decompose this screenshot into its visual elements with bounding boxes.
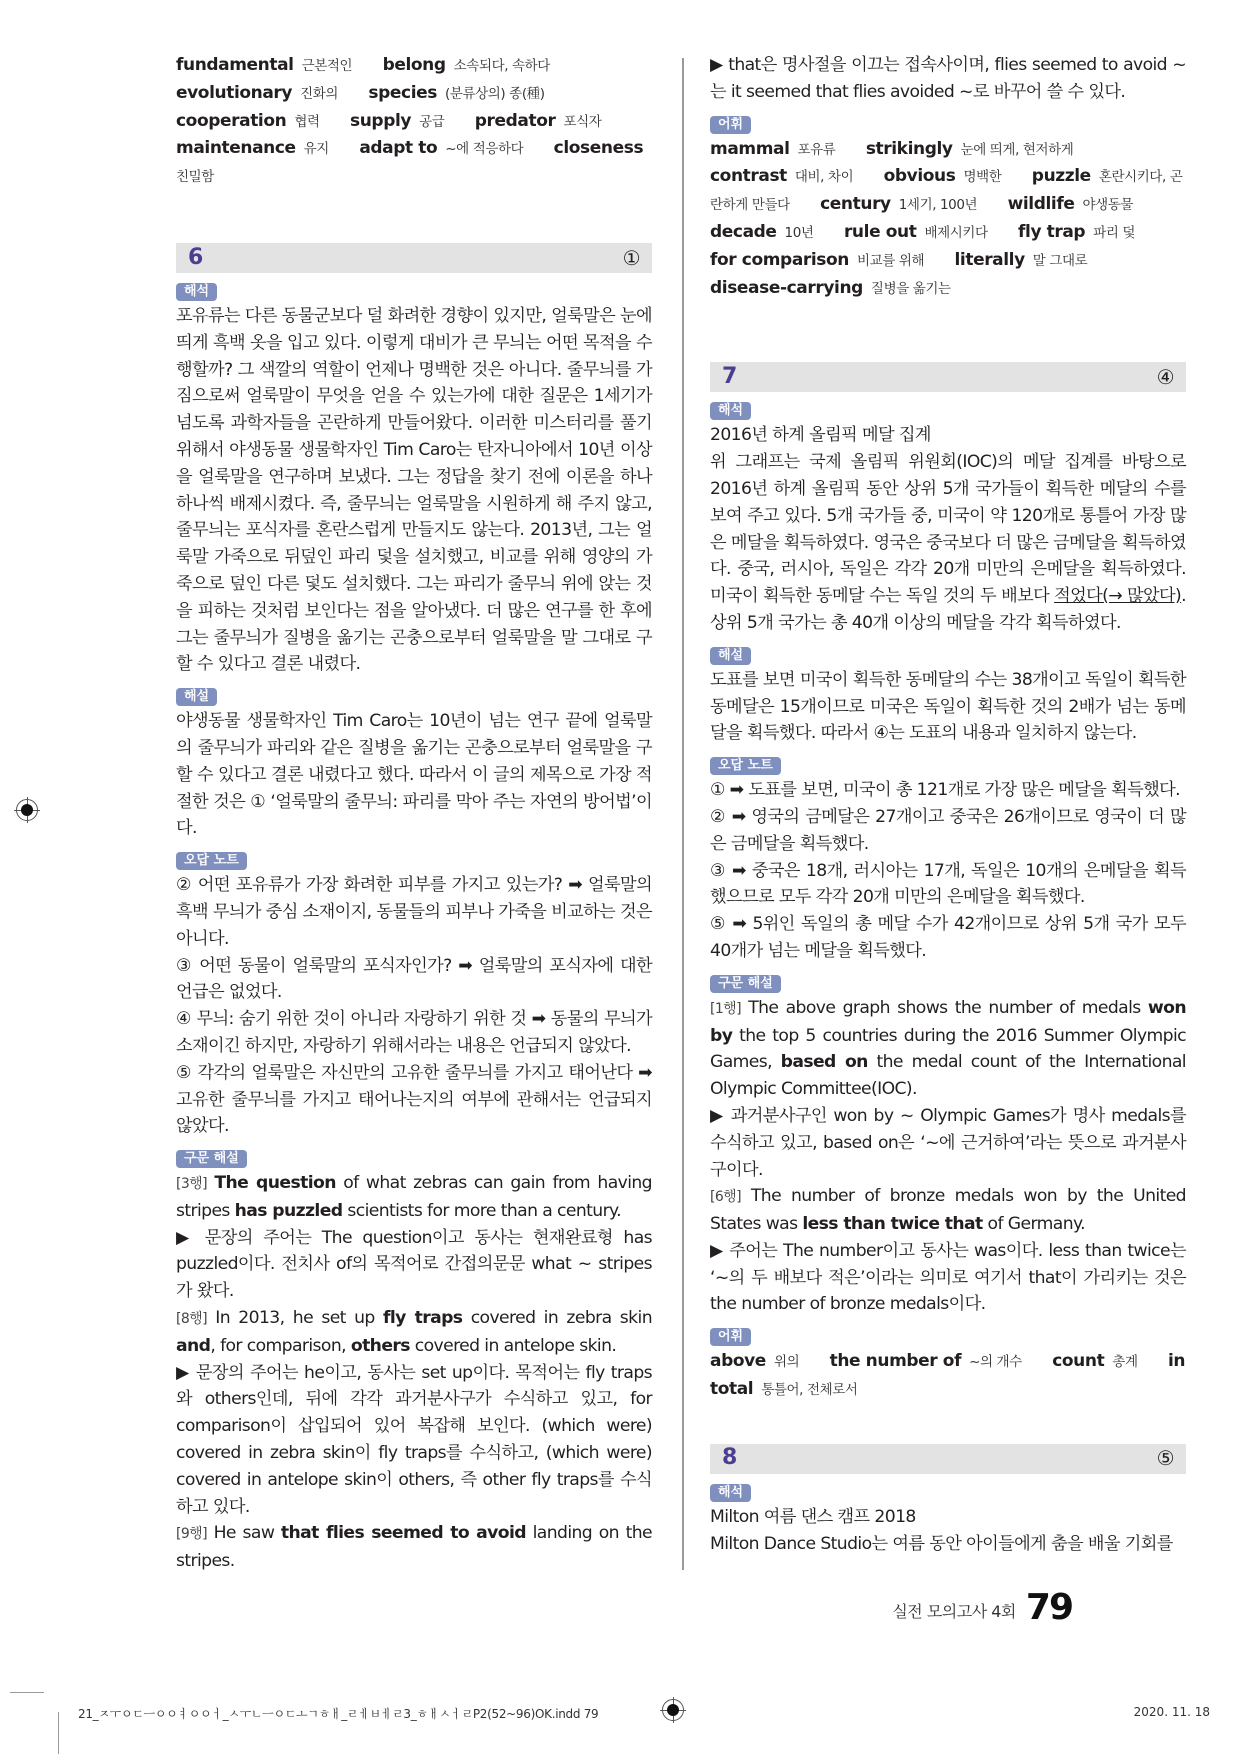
vocab-word: disease-carrying bbox=[710, 277, 863, 298]
vocab-meaning: 공급 bbox=[419, 113, 445, 130]
explanation-text: 도표를 보면 미국이 획득한 동메달의 수는 38개이고 독일이 획득한 동메달은 15개이므로 미국은 독일이 획득한 것의 2배가 넘는 동메달을 획득했다. 따라서 ④는 도표의 내용과 일치하지 않는다. bbox=[710, 669, 1186, 744]
text: landing on the stripes. bbox=[176, 1523, 653, 1572]
vocab-meaning: 소속되다, 속하다 bbox=[453, 58, 550, 74]
text: In 2013, he set up bbox=[206, 1308, 383, 1329]
vocab-word: rule out bbox=[843, 221, 917, 242]
bold-phrase: has puzzled bbox=[234, 1200, 343, 1221]
vocab-meaning: 근본적인 bbox=[301, 58, 353, 74]
vocab-tag: 어휘 bbox=[710, 1328, 751, 1346]
vocab-word: strikingly bbox=[865, 138, 953, 159]
syntax-note: ▶ 과거분사구인 won by ~ Olympic Games가 명사 medals를 수식하고 있고, based on은 ‘~에 근거하여’라는 뜻으로 과거분사구이다. bbox=[710, 1105, 1186, 1180]
column-divider bbox=[682, 58, 684, 1570]
question-6-header bbox=[176, 243, 652, 273]
vocab-meaning: 대비, 차이 bbox=[794, 169, 854, 186]
syntax-tag: 구문 해설 bbox=[710, 975, 781, 993]
syntax-tag: 구문 해설 bbox=[176, 1150, 247, 1168]
explanation-tag: 해설 bbox=[710, 647, 751, 665]
syntax-note: ▶ 주어는 The number이고 동사는 was이다. less than twice는 ‘~의 두 배보다 적은’이라는 의미로 여기서 that이 가리키는 것은 the number of bronze medals이다. bbox=[710, 1240, 1186, 1315]
vocab-meaning: 진화의 bbox=[300, 85, 339, 102]
syntax-sentence-2 bbox=[710, 1183, 1186, 1238]
vocab-meaning: 통틀어, 전체로서 bbox=[761, 1382, 858, 1399]
bold-phrase: and bbox=[176, 1335, 211, 1356]
vocab-word: cooperation bbox=[176, 110, 287, 131]
wrong-note-tag: 오답 노트 bbox=[710, 757, 781, 775]
vocab-list-q7 bbox=[710, 1348, 1186, 1404]
vocab-meaning: 총계 bbox=[1112, 1354, 1138, 1371]
vocab-word: literally bbox=[954, 249, 1025, 270]
text: scientists for more than a century. bbox=[342, 1200, 622, 1221]
vocab-word: century bbox=[820, 194, 891, 215]
text: covered in zebra skin bbox=[462, 1308, 652, 1329]
vocab-word: maintenance bbox=[176, 138, 296, 159]
vocab-meaning: 10년 bbox=[784, 224, 814, 241]
line-ref: [9행] bbox=[176, 1526, 207, 1543]
translation-tag: 해석 bbox=[710, 1484, 751, 1502]
vocab-meaning: 포식자 bbox=[563, 113, 602, 130]
print-slug bbox=[78, 1705, 598, 1722]
wrong-note-item: ③ ➡ 중국은 18개, 러시아는 17개, 독일은 10개의 은메달을 획득했으므로 모두 각각 20개 미만의 은메달을 획득했다. bbox=[710, 860, 1186, 908]
text: of what zebras can gain from having stripes bbox=[176, 1173, 652, 1221]
vocab-word: for comparison bbox=[710, 249, 849, 270]
line-ref: [8행] bbox=[176, 1311, 207, 1328]
vocab-word: in total bbox=[710, 1351, 1186, 1400]
crop-mark bbox=[58, 1712, 59, 1754]
wrong-note-item: ② 어떤 포유류가 가장 화려한 피부를 가지고 있는가? ➡ 얼룩말의 흑백 무늬가 중심 소재이지, 동물들의 피부나 가죽을 비교하는 것은 아니다. bbox=[176, 875, 652, 949]
vocab-word: puzzle bbox=[1031, 166, 1091, 187]
text: The number of bronze medals won by the United States was bbox=[710, 1186, 1186, 1235]
section-label: 실전 모의고사 4회 bbox=[892, 1602, 1016, 1621]
explanation-text: 야생동물 생물학자인 Tim Caro는 10년이 넘는 연구 끝에 얼룩말의 줄무늬가 파리와 같은 질병을 옮기는 곤충으로부터 얼룩말을 구할 수 있다고 결론 내렸다고 했다. 따라서 이 글의 제목으로 가장 적절한 것은 ① ‘얼룩말의 줄무늬: 파리를 막아 주는 자연의 방어법’이다. bbox=[176, 711, 652, 839]
vocab-meaning: ~에 적응하다 bbox=[445, 141, 524, 158]
vocab-word: mammal bbox=[710, 138, 790, 159]
vocab-word: adapt to bbox=[359, 138, 438, 159]
print-date: 2020. 11. 18 bbox=[1133, 1705, 1210, 1719]
line-ref: [1행] bbox=[710, 1000, 741, 1017]
answer-marker: ① bbox=[622, 245, 640, 270]
wrong-note-tag: 오답 노트 bbox=[176, 852, 247, 870]
question-7-header bbox=[710, 362, 1186, 392]
vocab-word: obvious bbox=[883, 166, 956, 187]
bold-phrase: fly traps bbox=[383, 1308, 463, 1329]
registration-mark-icon bbox=[14, 797, 40, 823]
registration-mark-icon bbox=[660, 1697, 686, 1723]
vocab-meaning: 혼란시키다, 곤란하게 만들다 bbox=[710, 169, 1183, 214]
vocab-word: contrast bbox=[710, 166, 787, 187]
bold-phrase: The question bbox=[214, 1173, 336, 1194]
text: 위 그래프는 국제 올림픽 위원회(IOC)의 메달 집계를 바탕으로 2016년 하계 올림픽 동안 상위 5개 국가들이 획득한 메달의 수를 보여 주고 있다. 5개 국가들 중, 미국이 약 120개로 통틀어 가장 많은 메달을 획득하였다. 영국은 중국보다 더 많은 금메달을 획득하였다. 중국, 러시아, 독일은 각각 20개 미만의 은메달을 획득하였다. 미국이 획득한 동메달 수는 독일 것의 두 배보다 bbox=[710, 452, 1186, 607]
vocab-meaning: 배제시키다 bbox=[924, 224, 988, 241]
vocab-meaning: 말 그대로 bbox=[1032, 252, 1088, 269]
vocab-tag: 어휘 bbox=[710, 116, 751, 134]
syntax-note: ▶ 문장의 주어는 he이고, 동사는 set up이다. 목적어는 fly traps와 others인데, 뒤에 각각 과거분사구가 수식하고 있고, for comparison이 삽입되어 있어 복잡해 보인다. (which were) covered in zebra skin이 fly traps를 수식하고, (which were) covered in antelope skin이 others, 즉 other fly traps를 수식하고 있다. bbox=[176, 1362, 652, 1517]
vocab-list-q6 bbox=[710, 136, 1186, 303]
question-8-header bbox=[710, 1444, 1186, 1474]
answer-marker: ④ bbox=[1156, 364, 1174, 389]
vocab-meaning: 위의 bbox=[773, 1354, 800, 1371]
translation-tag: 해석 bbox=[710, 402, 751, 420]
vocab-list-top bbox=[176, 52, 652, 191]
translation-text: Milton Dance Studio는 여름 동안 아이들에게 춤을 배울 기회를 bbox=[710, 1533, 1173, 1554]
vocab-word: decade bbox=[710, 221, 777, 242]
bold-phrase: less than twice that bbox=[802, 1214, 983, 1235]
bold-phrase: won by bbox=[710, 997, 1186, 1046]
vocab-word: the number of bbox=[829, 1351, 962, 1372]
question-number: 7 bbox=[722, 363, 737, 389]
left-column bbox=[176, 52, 652, 1575]
vocab-meaning: 협력 bbox=[294, 113, 320, 130]
text: of Germany. bbox=[982, 1214, 1085, 1235]
text: the medal count of the International Olympic Committee(IOC). bbox=[710, 1052, 1186, 1100]
explanation-tag: 해설 bbox=[176, 688, 217, 706]
wrong-note-item: ③ 어떤 동물이 얼룩말의 포식자인가? ➡ 얼룩말의 포식자에 대한 언급은 없었다. bbox=[176, 955, 652, 1003]
text: the top 5 countries during the 2016 Summer Olympic Games, bbox=[710, 1025, 1186, 1073]
text: The above graph shows the number of medals bbox=[740, 997, 1148, 1018]
text: covered in antelope skin. bbox=[409, 1335, 617, 1356]
crop-mark bbox=[10, 1692, 44, 1693]
vocab-meaning: 포유류 bbox=[797, 141, 836, 158]
text: He saw bbox=[206, 1523, 281, 1544]
bold-phrase: based on bbox=[780, 1052, 868, 1073]
wrong-note-item: ④ 무늬: 숨기 위한 것이 아니라 자랑하기 위한 것 ➡ 동물의 무늬가 소재이긴 하지만, 자랑하기 위해서라는 내용은 언급되지 않았다. bbox=[176, 1009, 652, 1056]
underlined-phrase: 적었다(→ 많았다) bbox=[1054, 586, 1182, 607]
vocab-word: supply bbox=[350, 110, 412, 131]
line-ref: [6행] bbox=[710, 1189, 741, 1206]
translation-tag: 해석 bbox=[176, 283, 217, 301]
answer-marker: ⑤ bbox=[1156, 1446, 1174, 1471]
vocab-meaning: 파리 덫 bbox=[1093, 224, 1136, 241]
syntax-sentence-1 bbox=[176, 1170, 652, 1225]
vocab-meaning: 명백한 bbox=[963, 169, 1002, 186]
page-footer bbox=[892, 1587, 1072, 1628]
slug-text: 21_ㅈㅜㅇㄷㅡㅇㅇㅕㅇㅇㅓ_ㅅㅜㄴㅡㅇㄷㅗㄱㅎㅐ_ㄹㅔㅂㅔㄹ3_ㅎㅐㅅㅓㄹP2(52~96)OK.indd 79 bbox=[78, 1707, 599, 1721]
vocab-meaning: ~의 개수 bbox=[969, 1354, 1022, 1371]
line-ref: [3행] bbox=[176, 1176, 207, 1193]
vocab-meaning: 유지 bbox=[303, 141, 329, 158]
vocab-word: count bbox=[1052, 1351, 1105, 1372]
syntax-sentence-3 bbox=[176, 1520, 652, 1575]
vocab-word: species bbox=[368, 82, 437, 103]
translation-text: 포유류는 다른 동물군보다 덜 화려한 경향이 있지만, 얼룩말은 눈에 띄게 흑백 옷을 입고 있다. 이렇게 대비가 큰 무늬는 어떤 목적을 수행할까? 그 색깔의 역할이 언제나 명백한 것은 아니다. 줄무늬를 가짐으로써 얼룩말이 무엇을 얻을 수 있는가에 대한 질문은 1세기가 넘도록 과학자들을 곤란하게 만들어왔다. 이러한 미스터리를 풀기 위해서 야생동물 생물학자인 Tim Caro는 탄자니아에서 10년 이상을 얼룩말을 연구하며 보냈다. 그는 정답을 찾기 전에 이론을 하나 하나씩 배제시켰다. 즉, 줄무늬는 얼룩말을 시원하게 해 주지 않고, 줄무늬는 포식자를 혼란스럽게 만들지도 않는다. 2013년, 그는 얼룩말 가죽으로 뒤덮인 파리 덫을 설치했고, 비교를 위해 영양의 가죽으로 덮인 다른 덫도 설치했다. 그는 파리가 줄무늬 위에 앉는 것을 피하는 것처럼 보인다는 점을 알아냈다. 더 많은 연구를 한 후에 그는 줄무늬가 질병을 옮기는 곤충으로부터 얼룩말을 말 그대로 구할 수 있다고 결론 내렸다. bbox=[176, 305, 652, 675]
vocab-meaning: 1세기, 100년 bbox=[898, 197, 978, 214]
right-column bbox=[710, 52, 1186, 1557]
vocab-meaning: 질병을 옮기는 bbox=[870, 280, 951, 297]
translation-title: Milton 여름 댄스 캠프 2018 bbox=[710, 1506, 916, 1527]
vocab-word: above bbox=[710, 1351, 766, 1372]
syntax-sentence-2 bbox=[176, 1305, 652, 1360]
wrong-note-item: ⑤ ➡ 5위인 독일의 총 메달 수가 42개이므로 상위 5개 국가 모두 40개가 넘는 메달을 획득했다. bbox=[710, 914, 1186, 961]
text: , for comparison, bbox=[210, 1335, 351, 1356]
page-number: 79 bbox=[1025, 1587, 1072, 1628]
bold-phrase: others bbox=[350, 1335, 410, 1356]
question-number: 6 bbox=[188, 244, 203, 270]
vocab-meaning: 친밀함 bbox=[176, 169, 214, 186]
vocab-meaning: (분류상의) 종(種) bbox=[444, 85, 545, 102]
vocab-word: fundamental bbox=[176, 55, 294, 75]
syntax-note: ▶ that은 명사절을 이끄는 접속사이며, flies seemed to avoid ~는 it seemed that flies avoided ~로 바꾸어 쓸 수 있다. bbox=[710, 55, 1186, 102]
vocab-word: closeness bbox=[553, 138, 644, 159]
text: . 상위 5개 국가는 총 40개 이상의 메달을 각각 획득하였다. bbox=[710, 586, 1187, 633]
wrong-note-item: ⑤ 각각의 얼룩말은 자신만의 고유한 줄무늬를 가지고 태어난다 ➡ 고유한 줄무늬를 가지고 태어나는지의 여부에 관해서는 언급되지 않았다. bbox=[176, 1062, 652, 1137]
wrong-note-item: ① ➡ 도표를 보면, 미국이 총 121개로 가장 많은 메달을 획득했다. bbox=[710, 780, 1181, 801]
vocab-meaning: 눈에 띄게, 현저하게 bbox=[960, 141, 1074, 158]
vocab-meaning: 비교를 위해 bbox=[857, 252, 925, 269]
vocab-word: predator bbox=[474, 110, 556, 131]
wrong-note-item: ② ➡ 영국의 금메달은 27개이고 중국은 26개이므로 영국이 더 많은 금메달을 획득했다. bbox=[710, 806, 1186, 854]
vocab-meaning: 야생동물 bbox=[1082, 197, 1134, 214]
vocab-word: fly trap bbox=[1018, 221, 1086, 242]
bold-phrase: that flies seemed to avoid bbox=[280, 1523, 526, 1544]
question-number: 8 bbox=[722, 1445, 737, 1471]
vocab-word: wildlife bbox=[1007, 194, 1075, 215]
translation-title: 2016년 하계 올림픽 메달 집계 bbox=[710, 425, 931, 446]
syntax-note: ▶ 문장의 주어는 The question이고 동사는 현재완료형 has puzzled이다. 전치사 of의 목적어로 간접의문문 what ~ stripes가 왔다. bbox=[176, 1227, 652, 1302]
translation-text bbox=[710, 449, 1186, 637]
vocab-word: belong bbox=[382, 55, 446, 75]
vocab-word: evolutionary bbox=[176, 82, 293, 103]
syntax-sentence-1 bbox=[710, 995, 1186, 1103]
